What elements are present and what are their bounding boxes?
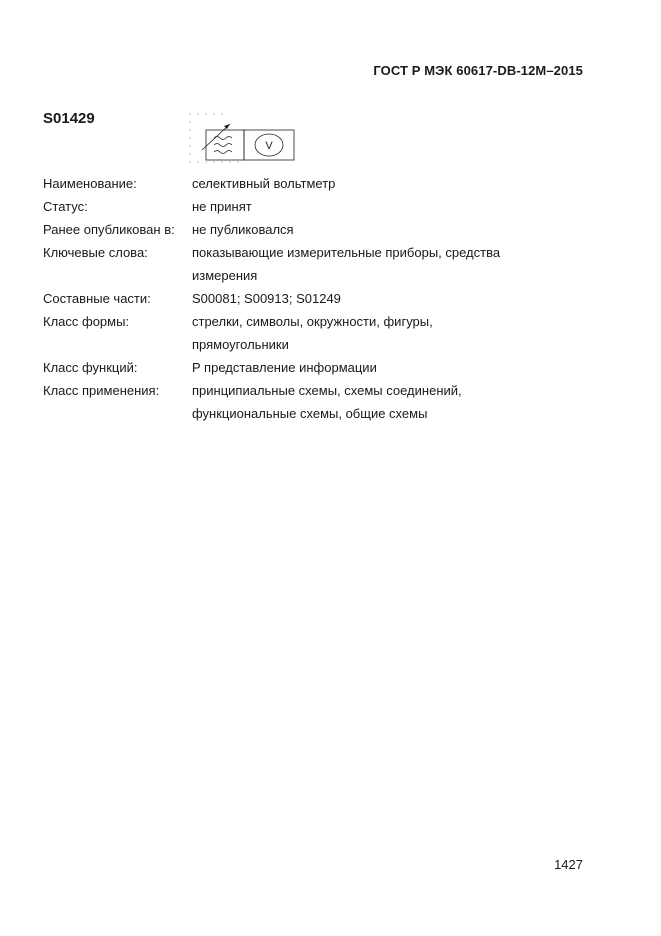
property-value-line: показывающие измерительные приборы, средства — [192, 245, 501, 260]
property-value-line: принципиальные схемы, схемы соединений, — [192, 383, 462, 398]
property-value-line: прямоугольники — [192, 337, 289, 352]
property-row — [43, 172, 583, 195]
symbol-code: S01429 — [43, 110, 95, 127]
property-label: Составные части: — [43, 291, 151, 306]
property-value — [192, 287, 583, 310]
filter-wave-middle — [214, 144, 232, 147]
property-label: Ранее опубликован в: — [43, 222, 175, 237]
property-label: Наименование: — [43, 176, 137, 191]
property-list — [43, 172, 583, 425]
property-value — [192, 218, 583, 241]
property-label: Статус: — [43, 199, 88, 214]
document-header: ГОСТ Р МЭК 60617-DB-12M–2015 — [373, 63, 583, 78]
property-label: Класс применения: — [43, 383, 160, 398]
property-row — [43, 287, 583, 310]
property-row — [43, 218, 583, 241]
property-value-line: S00081; S00913; S01249 — [192, 291, 341, 306]
property-value — [192, 172, 583, 195]
property-value — [192, 310, 583, 356]
meter-letter: V — [265, 140, 273, 152]
property-row — [43, 379, 583, 425]
property-value-line: селективный вольтметр — [192, 176, 336, 191]
property-value-line: P представление информации — [192, 360, 377, 375]
property-row — [43, 241, 583, 287]
property-label: Класс формы: — [43, 314, 130, 329]
filter-box — [206, 130, 244, 160]
property-label: Класс функций: — [43, 360, 138, 375]
property-value-line: не публиковался — [192, 222, 294, 237]
page-number: 1427 — [554, 857, 583, 872]
filter-wave-bottom — [214, 151, 232, 154]
property-value-line: не принят — [192, 199, 252, 214]
property-value — [192, 241, 583, 287]
property-value — [192, 379, 583, 425]
property-value-line: функциональные схемы, общие схемы — [192, 406, 428, 421]
property-value — [192, 356, 583, 379]
property-label: Ключевые слова: — [43, 245, 148, 260]
property-row — [43, 310, 583, 356]
property-row — [43, 356, 583, 379]
filter-wave-top — [214, 137, 232, 140]
property-value-line: стрелки, символы, окружности, фигуры, — [192, 314, 433, 329]
selective-voltmeter-symbol — [186, 110, 298, 166]
property-value-line: измерения — [192, 268, 258, 283]
property-row — [43, 195, 583, 218]
property-value — [192, 195, 583, 218]
